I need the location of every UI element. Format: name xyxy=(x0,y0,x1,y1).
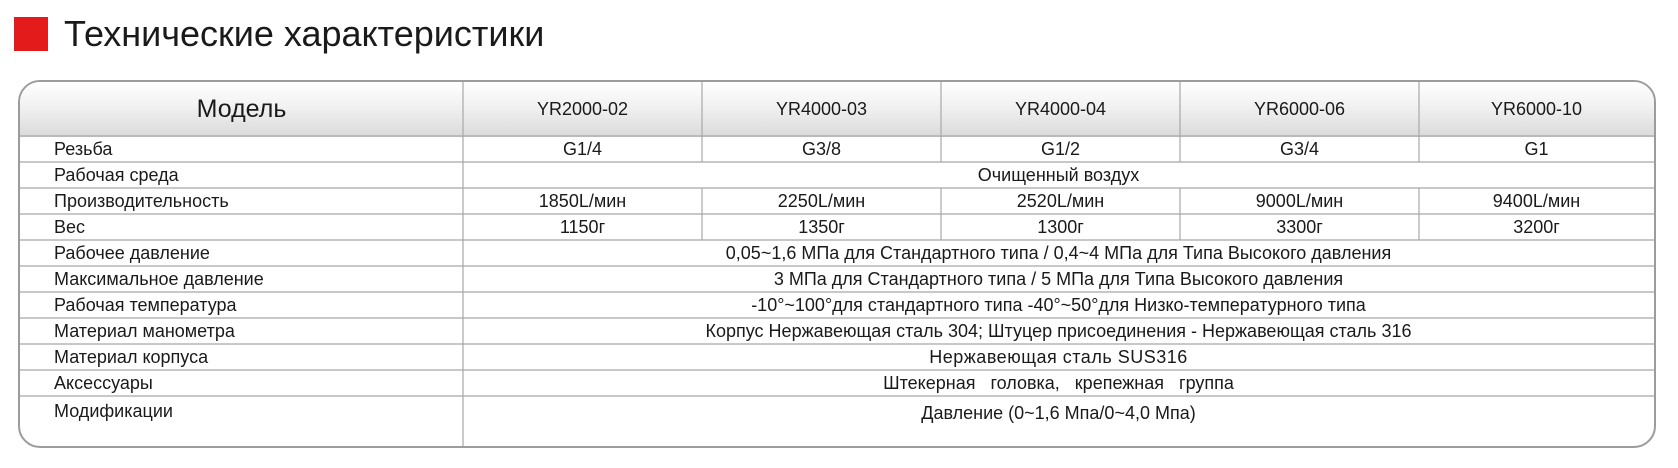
row-label: Материал корпуса xyxy=(54,346,209,367)
table-cell-span: -10°~100°для стандартного типа -40°~50°для Низко-температурного типа xyxy=(751,294,1366,315)
row-label: Производительность xyxy=(54,190,229,211)
table-cell-span: Давление (0~1,6 Мпа/0~4,0 Мпа) xyxy=(921,402,1196,423)
row-label: Материал манометра xyxy=(54,320,235,341)
row-label: Резьба xyxy=(54,138,113,159)
row-label: Рабочая среда xyxy=(54,164,179,185)
row-label: Рабочее давление xyxy=(54,242,210,263)
table-cell: 9400L/мин xyxy=(1492,190,1581,211)
table-cell: 2250L/мин xyxy=(777,190,866,211)
table-cell-span: Штекерная головка, крепежная группа xyxy=(883,372,1234,393)
row-label: Рабочая температура xyxy=(54,294,237,315)
table-cell: G3/8 xyxy=(801,138,842,159)
row-label: Аксессуары xyxy=(54,372,153,393)
table-cell: 1300г xyxy=(1037,216,1084,237)
table-cell: 9000L/мин xyxy=(1255,190,1344,211)
red-square-marker xyxy=(14,17,48,51)
section-title: Технические характеристики xyxy=(64,13,545,54)
model-col-header: YR6000-06 xyxy=(1253,98,1346,119)
table-cell: 1150г xyxy=(559,216,606,237)
spec-table xyxy=(18,80,1656,448)
table-cell: G1/2 xyxy=(1040,138,1081,159)
table-cell-span: 3 МПа для Стандартного типа / 5 МПа для Типа Высокого давления xyxy=(773,268,1344,289)
model-col-header: YR6000-10 xyxy=(1490,98,1583,119)
table-cell-span: 0,05~1,6 МПа для Стандартного типа / 0,4~4 МПа для Типа Высокого давления xyxy=(725,242,1392,263)
model-col-header: YR4000-03 xyxy=(775,98,868,119)
table-cell-span: Нержавеющая сталь SUS316 xyxy=(929,346,1188,367)
row-label: Модификации xyxy=(54,400,173,421)
row-label: Вес xyxy=(54,216,86,237)
table-cell: 3300г xyxy=(1276,216,1323,237)
table-cell: 3200г xyxy=(1513,216,1560,237)
model-col-header: YR2000-02 xyxy=(536,98,629,119)
table-cell: 2520L/мин xyxy=(1016,190,1105,211)
model-header: Модель xyxy=(196,94,287,123)
table-cell: G1 xyxy=(1524,138,1549,159)
table-cell-span: Корпус Нержавеющая сталь 304; Штуцер присоединения - Нержавеющая сталь 316 xyxy=(705,320,1412,341)
table-cell: 1850L/мин xyxy=(538,190,627,211)
table-cell: 1350г xyxy=(798,216,845,237)
table-cell: G3/4 xyxy=(1279,138,1320,159)
model-col-header: YR4000-04 xyxy=(1014,98,1107,119)
section-header xyxy=(14,12,544,56)
table-cell-span: Очищенный воздух xyxy=(977,164,1140,185)
row-label: Максимальное давление xyxy=(54,268,264,289)
table-cell: G1/4 xyxy=(562,138,603,159)
